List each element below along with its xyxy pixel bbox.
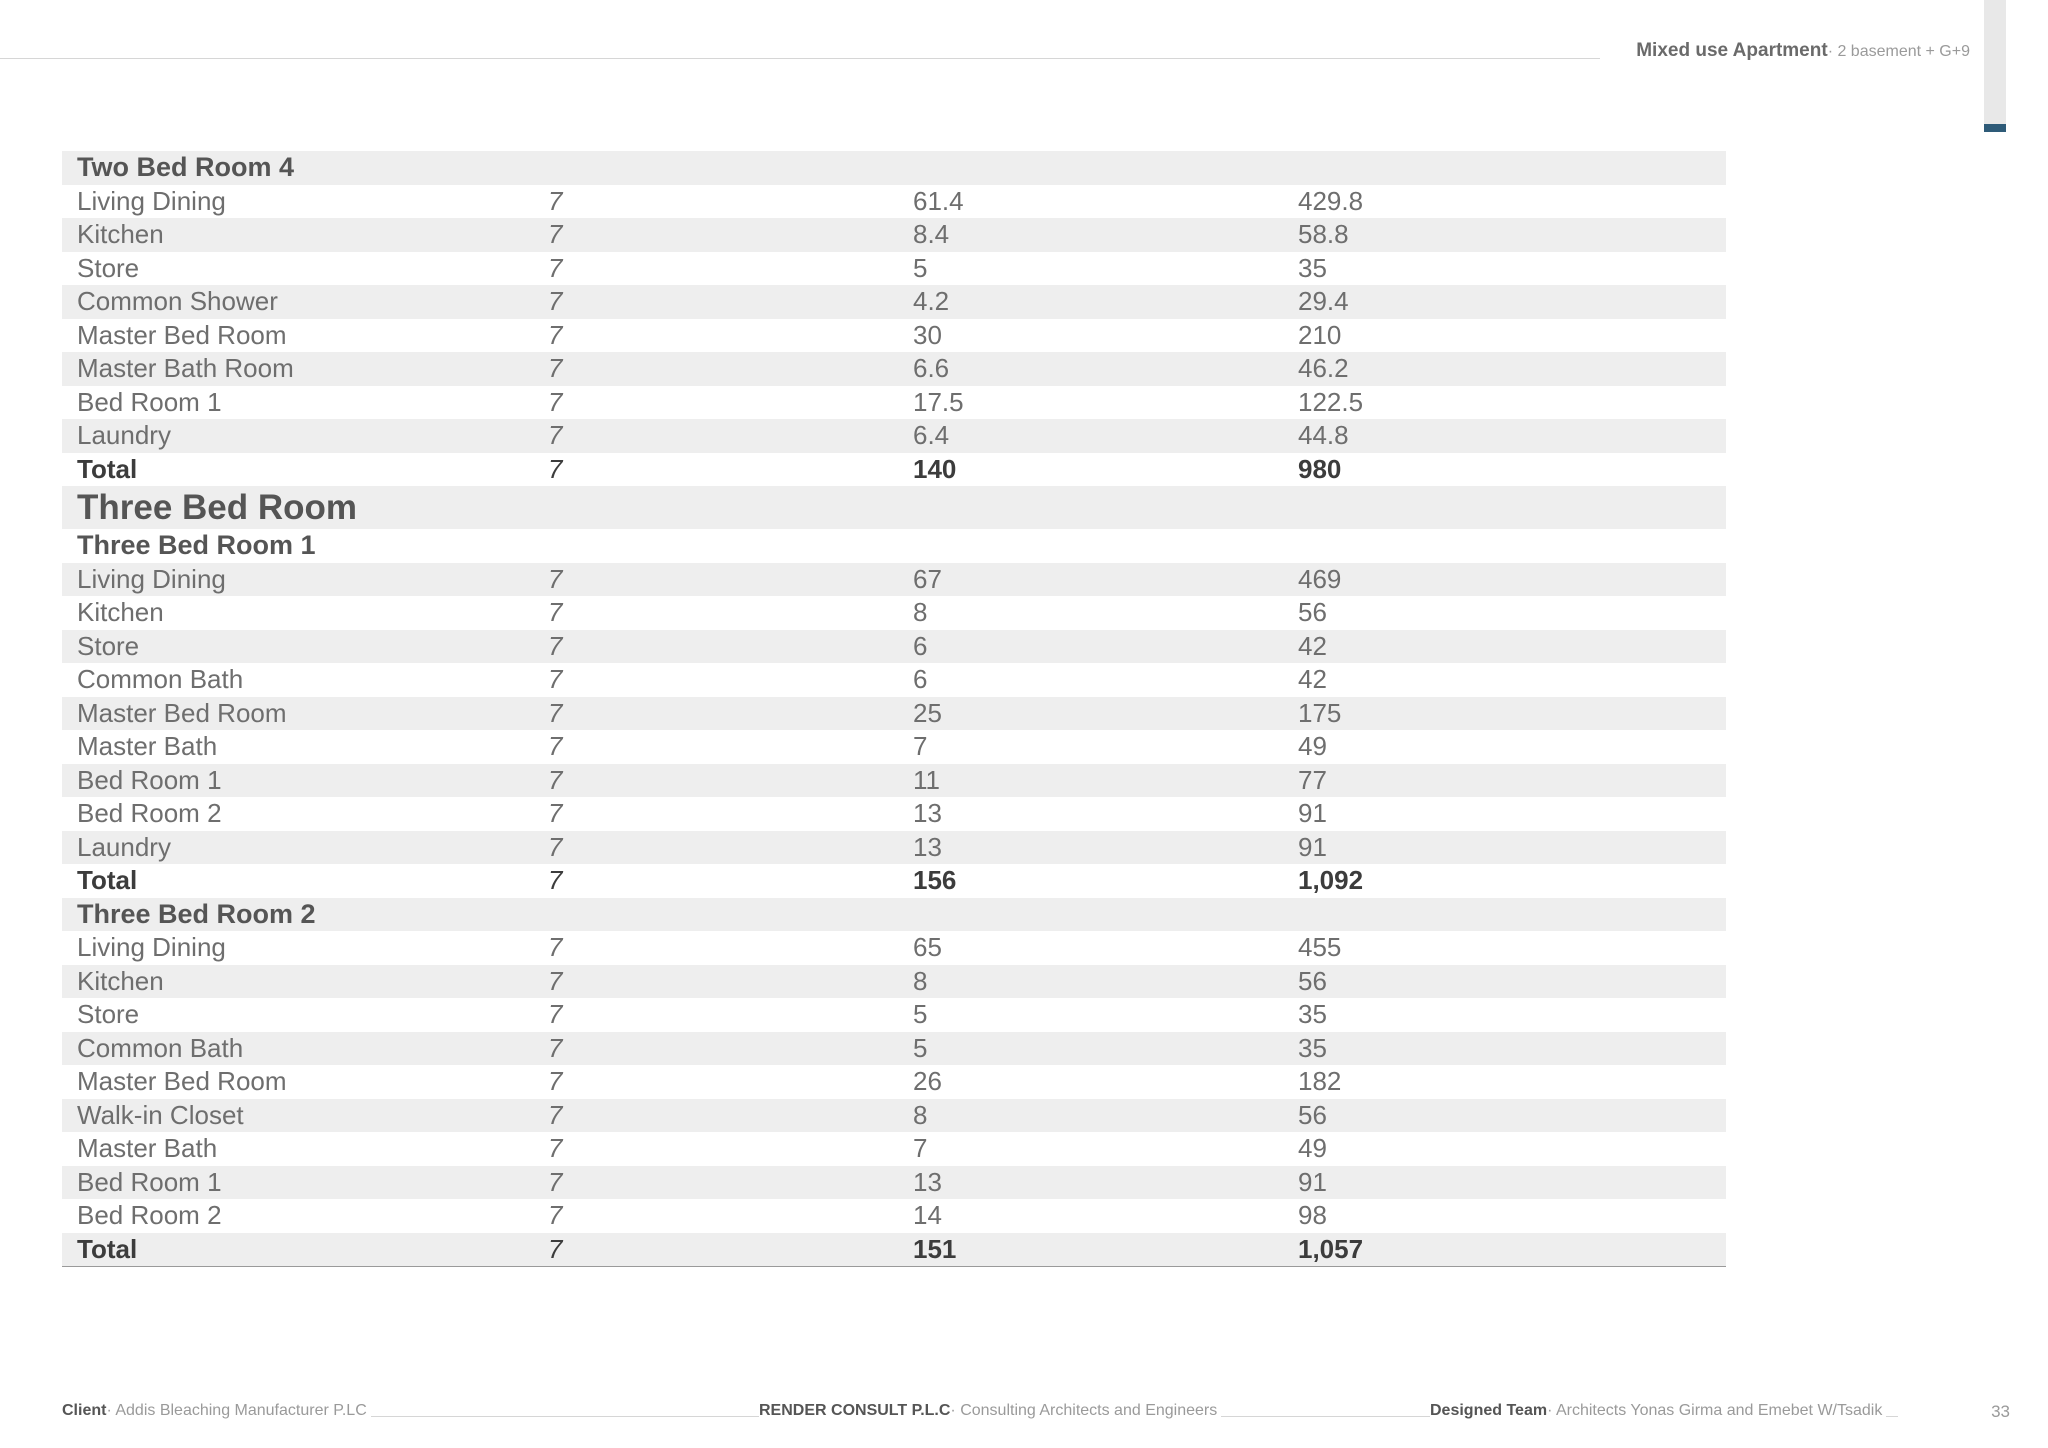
quantity-cell: 7 xyxy=(548,1133,563,1164)
page-footer xyxy=(62,1402,2010,1426)
document-title-sub: · 2 basement + G+9 xyxy=(1827,43,1970,60)
unit-area-cell: 5 xyxy=(913,999,928,1030)
room-name-cell: Kitchen xyxy=(77,597,164,628)
total-area-cell: 77 xyxy=(1298,764,1327,795)
quantity-cell: 7 xyxy=(548,219,563,250)
total-area-cell: 56 xyxy=(1298,1099,1327,1130)
unit-area-cell: 156 xyxy=(913,865,957,896)
unit-area-cell: 8 xyxy=(913,965,928,996)
quantity-cell: 7 xyxy=(548,597,563,628)
room-name-cell: Master Bath xyxy=(77,1133,218,1164)
total-area-cell: 210 xyxy=(1298,319,1342,350)
room-name-cell: Kitchen xyxy=(77,219,164,250)
unit-area-cell: 13 xyxy=(913,831,942,862)
room-name-cell: Kitchen xyxy=(77,965,164,996)
total-area-cell: 44.8 xyxy=(1298,420,1349,451)
quantity-cell: 7 xyxy=(548,1233,563,1264)
table-row xyxy=(62,563,1726,597)
quantity-cell: 7 xyxy=(548,563,563,594)
total-area-cell: 175 xyxy=(1298,697,1342,728)
section-row xyxy=(62,486,1726,529)
quantity-cell: 7 xyxy=(548,865,563,896)
table-row xyxy=(62,931,1726,965)
room-name-cell: Total xyxy=(77,1233,138,1264)
quantity-cell: 7 xyxy=(548,252,563,283)
total-area-cell: 42 xyxy=(1298,630,1327,661)
document-title xyxy=(1636,40,1970,62)
room-name-cell: Three Bed Room 1 xyxy=(77,530,316,561)
group-row xyxy=(62,898,1726,932)
room-name-cell: Bed Room 1 xyxy=(77,764,222,795)
quantity-cell: 7 xyxy=(548,1166,563,1197)
table-row xyxy=(62,1099,1726,1133)
footer-team-value: · Architects Yonas Girma and Emebet W/Tsadik xyxy=(1547,1402,1883,1419)
total-area-cell: 42 xyxy=(1298,664,1327,695)
table-row xyxy=(62,1166,1726,1200)
quantity-cell: 7 xyxy=(548,764,563,795)
unit-area-cell: 4.2 xyxy=(913,286,950,317)
total-area-cell: 56 xyxy=(1298,965,1327,996)
total-area-cell: 429.8 xyxy=(1298,185,1364,216)
unit-area-cell: 26 xyxy=(913,1066,942,1097)
room-name-cell: Walk-in Closet xyxy=(77,1099,244,1130)
document-title-main: Mixed use Apartment xyxy=(1636,40,1828,61)
room-name-cell: Two Bed Room 4 xyxy=(77,152,295,183)
table-row xyxy=(62,596,1726,630)
table-row xyxy=(62,419,1726,453)
room-name-cell: Bed Room 2 xyxy=(77,1200,222,1231)
unit-area-cell: 65 xyxy=(913,932,942,963)
unit-area-cell: 6 xyxy=(913,664,928,695)
total-area-cell: 182 xyxy=(1298,1066,1342,1097)
room-name-cell: Laundry xyxy=(77,420,171,451)
room-name-cell: Store xyxy=(77,630,140,661)
room-name-cell: Master Bath Room xyxy=(77,353,294,384)
total-area-cell: 35 xyxy=(1298,252,1327,283)
unit-area-cell: 30 xyxy=(913,319,942,350)
group-row xyxy=(62,529,1726,563)
room-name-cell: Master Bath xyxy=(77,731,218,762)
unit-area-cell: 8 xyxy=(913,597,928,628)
footer-team xyxy=(1430,1402,1886,1420)
unit-area-cell: 8.4 xyxy=(913,219,950,250)
quantity-cell: 7 xyxy=(548,386,563,417)
room-name-cell: Three Bed Room 2 xyxy=(77,898,316,929)
table-row xyxy=(62,797,1726,831)
total-row xyxy=(62,864,1726,898)
total-area-cell: 29.4 xyxy=(1298,286,1349,317)
total-area-cell: 49 xyxy=(1298,731,1327,762)
quantity-cell: 7 xyxy=(548,1066,563,1097)
table-row xyxy=(62,730,1726,764)
unit-area-cell: 14 xyxy=(913,1200,942,1231)
total-area-cell: 35 xyxy=(1298,1032,1327,1063)
quantity-cell: 7 xyxy=(548,1099,563,1130)
footer-team-label: Designed Team xyxy=(1430,1402,1548,1419)
quantity-cell: 7 xyxy=(548,664,563,695)
table-row xyxy=(62,663,1726,697)
footer-firm-label: RENDER CONSULT P.L.C xyxy=(759,1402,951,1419)
footer-client-value: · Addis Bleaching Manufacturer P.LC xyxy=(106,1402,367,1419)
room-name-cell: Master Bed Room xyxy=(77,1066,287,1097)
quantity-cell: 7 xyxy=(548,798,563,829)
quantity-cell: 7 xyxy=(548,1032,563,1063)
room-name-cell: Common Shower xyxy=(77,286,278,317)
room-name-cell: Common Bath xyxy=(77,664,244,695)
table-row xyxy=(62,319,1726,353)
total-row xyxy=(62,453,1726,487)
total-area-cell: 1,057 xyxy=(1298,1233,1364,1264)
room-name-cell: Three Bed Room xyxy=(77,487,358,527)
total-area-cell: 980 xyxy=(1298,453,1342,484)
room-name-cell: Store xyxy=(77,252,140,283)
total-area-cell: 91 xyxy=(1298,798,1327,829)
page-number: 33 xyxy=(1991,1402,2010,1421)
table-row xyxy=(62,965,1726,999)
total-area-cell: 98 xyxy=(1298,1200,1327,1231)
table-row xyxy=(62,218,1726,252)
unit-area-cell: 7 xyxy=(913,1133,928,1164)
quantity-cell: 7 xyxy=(548,286,563,317)
total-area-cell: 455 xyxy=(1298,932,1342,963)
quantity-cell: 7 xyxy=(548,999,563,1030)
quantity-cell: 7 xyxy=(548,630,563,661)
total-area-cell: 91 xyxy=(1298,1166,1327,1197)
quantity-cell: 7 xyxy=(548,185,563,216)
unit-area-cell: 7 xyxy=(913,731,928,762)
room-name-cell: Bed Room 1 xyxy=(77,1166,222,1197)
group-row xyxy=(62,151,1726,185)
unit-area-cell: 11 xyxy=(913,764,940,795)
table-row xyxy=(62,1032,1726,1066)
room-name-cell: Laundry xyxy=(77,831,171,862)
quantity-cell: 7 xyxy=(548,831,563,862)
table-row xyxy=(62,998,1726,1032)
unit-area-cell: 5 xyxy=(913,252,928,283)
quantity-cell: 7 xyxy=(548,932,563,963)
total-area-cell: 58.8 xyxy=(1298,219,1349,250)
room-name-cell: Master Bed Room xyxy=(77,697,287,728)
unit-area-cell: 140 xyxy=(913,453,957,484)
quantity-cell: 7 xyxy=(548,453,563,484)
table-row xyxy=(62,1132,1726,1166)
unit-area-cell: 61.4 xyxy=(913,185,964,216)
unit-area-cell: 13 xyxy=(913,798,942,829)
quantity-cell: 7 xyxy=(548,965,563,996)
total-area-cell: 91 xyxy=(1298,831,1327,862)
quantity-cell: 7 xyxy=(548,731,563,762)
table-row xyxy=(62,831,1726,865)
room-name-cell: Living Dining xyxy=(77,563,226,594)
room-name-cell: Living Dining xyxy=(77,185,226,216)
unit-area-cell: 6 xyxy=(913,630,928,661)
unit-area-cell: 17.5 xyxy=(913,386,964,417)
room-name-cell: Common Bath xyxy=(77,1032,244,1063)
unit-area-cell: 8 xyxy=(913,1099,928,1130)
total-row xyxy=(62,1233,1726,1267)
total-area-cell: 35 xyxy=(1298,999,1327,1030)
table-row xyxy=(62,630,1726,664)
room-name-cell: Total xyxy=(77,453,138,484)
unit-area-cell: 6.6 xyxy=(913,353,950,384)
room-name-cell: Bed Room 2 xyxy=(77,798,222,829)
table-row xyxy=(62,285,1726,319)
room-name-cell: Bed Room 1 xyxy=(77,386,222,417)
quantity-cell: 7 xyxy=(548,319,563,350)
total-area-cell: 1,092 xyxy=(1298,865,1364,896)
quantity-cell: 7 xyxy=(548,420,563,451)
footer-client-label: Client xyxy=(62,1402,107,1419)
table-row xyxy=(62,386,1726,420)
quantity-cell: 7 xyxy=(548,697,563,728)
unit-area-cell: 5 xyxy=(913,1032,928,1063)
total-area-cell: 49 xyxy=(1298,1133,1327,1164)
table-row xyxy=(62,1065,1726,1099)
unit-area-cell: 25 xyxy=(913,697,942,728)
unit-area-cell: 151 xyxy=(913,1233,957,1264)
room-name-cell: Total xyxy=(77,865,138,896)
table-row xyxy=(62,1199,1726,1233)
table-row xyxy=(62,352,1726,386)
room-name-cell: Store xyxy=(77,999,140,1030)
table-row xyxy=(62,697,1726,731)
unit-area-cell: 67 xyxy=(913,563,942,594)
table-row xyxy=(62,764,1726,798)
room-name-cell: Master Bed Room xyxy=(77,319,287,350)
total-area-cell: 46.2 xyxy=(1298,353,1349,384)
footer-firm-value: · Consulting Architects and Engineers xyxy=(950,1402,1218,1419)
total-area-cell: 469 xyxy=(1298,563,1342,594)
footer-client xyxy=(62,1402,371,1420)
quantity-cell: 7 xyxy=(548,1200,563,1231)
room-name-cell: Living Dining xyxy=(77,932,226,963)
total-area-cell: 56 xyxy=(1298,597,1327,628)
page-tab-marker xyxy=(1984,0,2006,124)
unit-area-cell: 13 xyxy=(913,1166,942,1197)
quantity-cell: 7 xyxy=(548,353,563,384)
table-row xyxy=(62,252,1726,286)
unit-area-cell: 6.4 xyxy=(913,420,950,451)
area-schedule-table xyxy=(62,151,1726,1267)
page-tab-accent xyxy=(1984,124,2006,132)
table-row xyxy=(62,185,1726,219)
total-area-cell: 122.5 xyxy=(1298,386,1364,417)
footer-firm xyxy=(759,1402,1221,1420)
header-rule xyxy=(0,58,1600,59)
